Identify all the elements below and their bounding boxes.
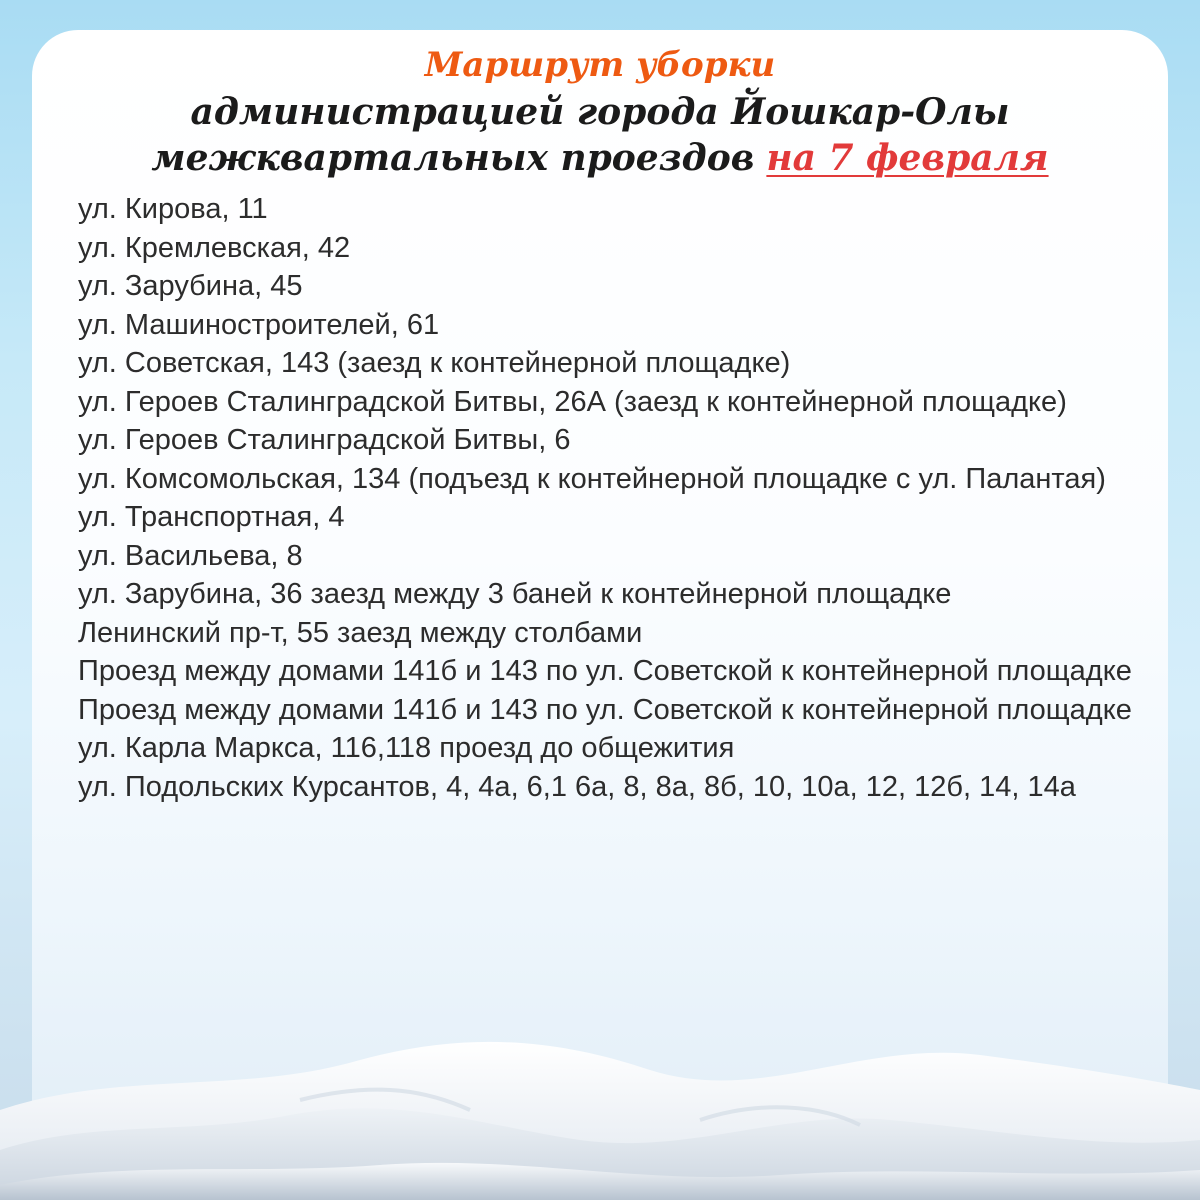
- title-passages-text: межквартальных проездов: [151, 137, 755, 179]
- title-administration: администрацией города Йошкар-Олы: [190, 91, 1010, 133]
- list-item: ул. Машиностроителей, 61: [78, 308, 440, 341]
- list-item: ул. Васильева, 8: [78, 539, 303, 572]
- list-item: ул. Транспортная, 4: [78, 501, 345, 533]
- list-item: Проезд между домами 141б и 143 по ул. Советской к контейнерной площадке: [78, 655, 1132, 687]
- list-item: ул. Кирова, 11: [78, 193, 268, 225]
- title-date: на 7 февраля: [766, 137, 1049, 179]
- list-item: ул. Героев Сталинградской Битвы, 26А (заезд к контейнерной площадке): [78, 385, 1067, 418]
- snow-drifts-image: [0, 1000, 1200, 1200]
- list-item: ул. Зарубина, 36 заезд между 3 баней к контейнерной площадке: [78, 578, 952, 610]
- list-item: ул. Советская, 143 (заезд к контейнерной площадке): [78, 347, 791, 379]
- list-item: ул. Кремлевская, 42: [78, 231, 351, 264]
- title-route: Маршрут уборки: [424, 45, 776, 85]
- list-item: Проезд между домами 141б и 143 по ул. Советской к контейнерной площадке: [78, 693, 1132, 726]
- list-item: ул. Зарубина, 45: [78, 270, 303, 302]
- list-item: ул. Героев Сталинградской Битвы, 6: [78, 424, 571, 456]
- address-list: [78, 190, 1138, 806]
- list-item: ул. Карла Маркса, 116,118 проезд до общежития: [78, 732, 735, 764]
- list-item: Ленинский пр-т, 55 заезд между столбами: [78, 616, 643, 649]
- title-passages: [32, 136, 1168, 180]
- list-item: ул. Подольских Курсантов, 4, 4а, 6,1 6а, 8, 8а, 8б, 10, 10а, 12, 12б, 14, 14а: [78, 770, 1076, 803]
- list-item: ул. Комсомольская, 134 (подъезд к контейнерной площадке с ул. Палантая): [78, 462, 1106, 495]
